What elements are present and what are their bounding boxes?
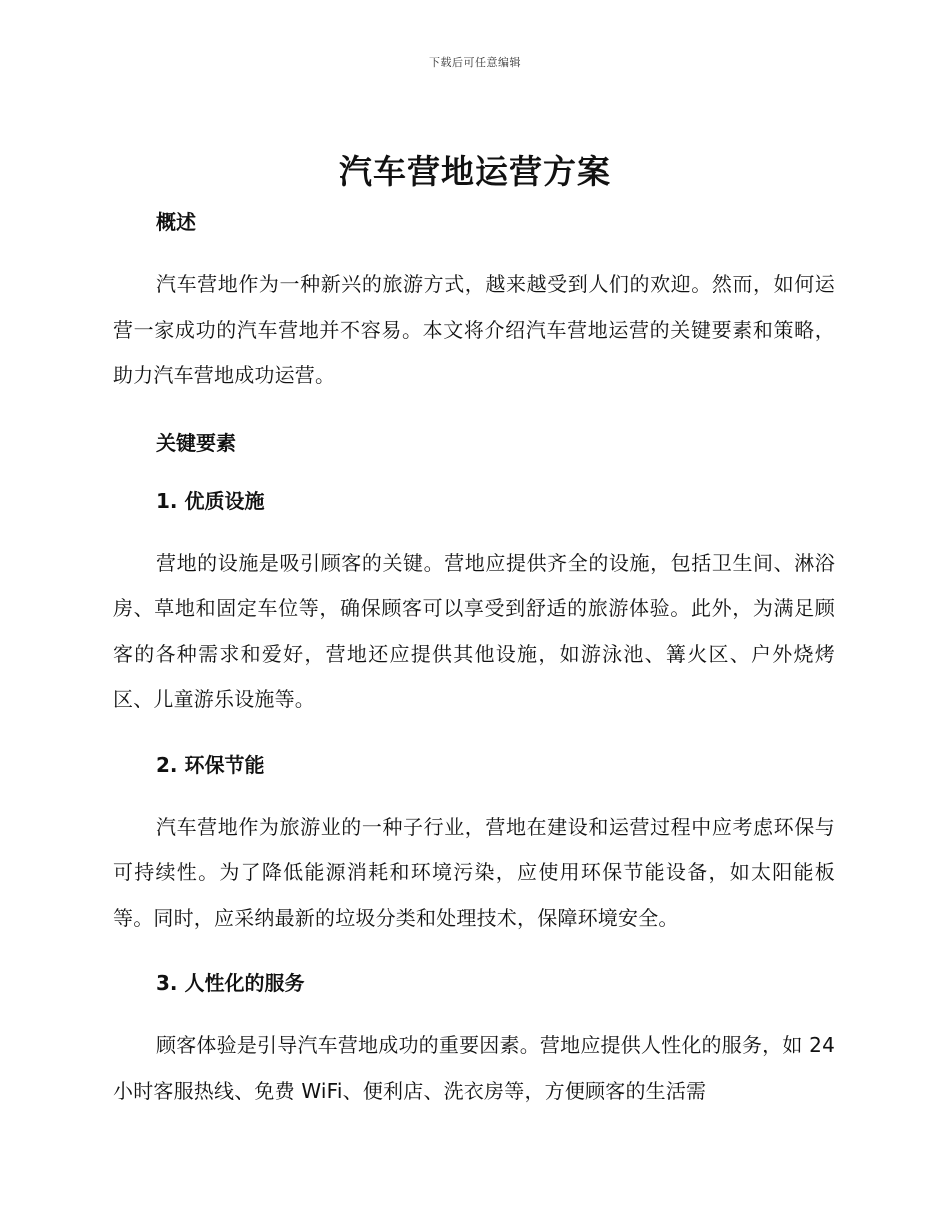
section-heading-key-elements: 关键要素 bbox=[156, 430, 236, 455]
subsection-heading-eco: 2. 环保节能 bbox=[156, 752, 265, 777]
paragraph-eco: 汽车营地作为旅游业的一种子行业，营地在建设和运营过程中应考虑环保与可持续性。为了降低能源消耗和环境污染，应使用环保节能设备，如太阳能板等。同时，应采纳最新的垃圾分类和处理技术，保障环境安全。 bbox=[113, 814, 835, 930]
subsection-heading-service: 3. 人性化的服务 bbox=[156, 971, 305, 995]
paragraph-overview: 汽车营地作为一种新兴的旅游方式，越来越受到人们的欢迎。然而，如何运营一家成功的汽车营地并不容易。本文将介绍汽车营地运营的关键要素和策略，助力汽车营地成功运营。 bbox=[113, 272, 835, 387]
subsection-heading-facilities: 1. 优质设施 bbox=[156, 488, 265, 513]
document-body bbox=[113, 206, 835, 1114]
header-note: 下载后可任意编辑 bbox=[429, 56, 521, 69]
document-title: 汽车营地运营方案 bbox=[339, 152, 611, 191]
section-heading-overview: 概述 bbox=[156, 210, 196, 234]
paragraph-facilities: 营地的设施是吸引顾客的关键。营地应提供齐全的设施，包括卫生间、淋浴房、草地和固定车位等，确保顾客可以享受到舒适的旅游体验。此外，为满足顾客的各种需求和爱好，营地还应提供其他设施，如游泳池、篝火区、户外烧烤区、儿童游乐设施等。 bbox=[113, 550, 835, 711]
paragraph-service: 顾客体验是引导汽车营地成功的重要因素。营地应提供人性化的服务，如 24 小时客服热线、免费 WiFi、便利店、洗衣房等，方便顾客的生活需 bbox=[113, 1033, 835, 1103]
